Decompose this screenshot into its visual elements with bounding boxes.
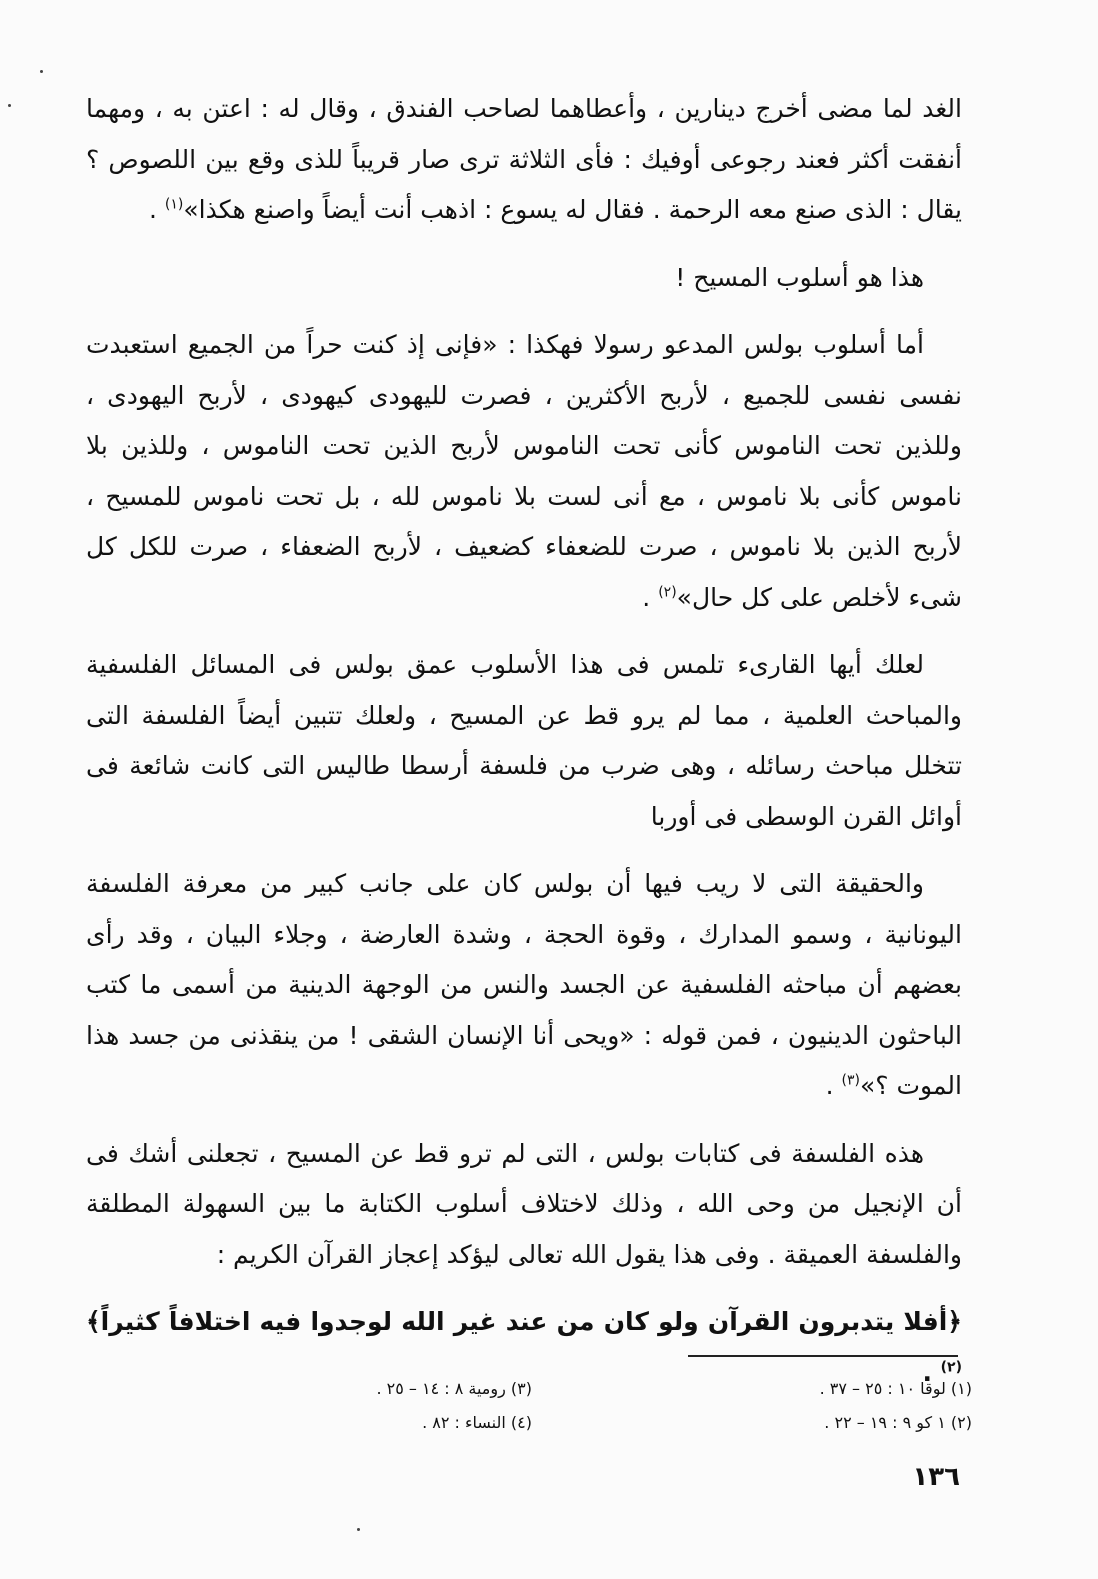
paragraph: هذا هو أسلوب المسيح ! xyxy=(675,262,924,292)
footnote: (٣) رومية ٨ : ١٤ – ٢٥ . xyxy=(376,1379,532,1398)
footnote-ref: (٢) xyxy=(658,584,677,601)
footnote: (٤) النساء : ٨٢ . xyxy=(422,1413,532,1432)
footnote: (١) لوقا ١٠ : ٢٥ – ٣٧ . xyxy=(819,1379,972,1398)
footnote-ref: (١) xyxy=(164,196,184,213)
paragraph: أما أسلوب بولس المدعو رسولا فهكذا : «فإنى إذ كنت حراً من الجميع استعبدت نفسى نفسى للجميع ، لأربح الأكثرين ، فصرت لليهودى كيهودى ، لأربح اليهودى ، وللذين تحت الناموس كأنى تحت الناموس لأربح الذين تحت الناموس ، وللذين بلا ناموس كأنى بلا ناموس ، مع أنى لست بلا ناموس لله ، بل تحت ناموس للمسيح ، لأربح الذين بلا ناموس ، صرت للضعفاء كضعيف ، لأربح الضعفاء ، صرت للكل كل شىء لأخلص على كل حال»$^{(٢)}$ . xyxy=(86,330,962,612)
footnote: (٢) ١ كو ٩ : ١٩ – ٢٢ . xyxy=(824,1413,972,1432)
footnote-column-left xyxy=(212,1372,532,1440)
paragraph: هذه الفلسفة فى كتابات بولس ، التى لم ترو قط عن المسيح ، تجعلنى أشك فى أن الإنجيل من وحى الله ، وذلك لاختلاف أسلوب الكتابة ما بين السهولة المطلقة والفلسفة العميقة . وفى هذا يقول الله تعالى ليؤكد إعجاز القرآن الكريم : xyxy=(86,1138,962,1269)
footnote-ref: (٢) xyxy=(940,1359,962,1376)
paragraph: الغد لما مضى أخرج دينارين ، وأعطاهما لصاحب الفندق ، وقال له : اعتن به ، ومهما أنفقت أكثر فعند رجوعى أوفيك : فأى الثلاثة ترى صار قريباً للذى وقع بين اللصوص ؟ يقال : الذى صنع معه الرحمة . فقال له يسوع : اذهب أنت أيضاً واصنع هكذا»$^{(١)}$ . xyxy=(86,94,962,224)
scan-speck xyxy=(357,1528,360,1531)
quran-verse: ﴿أفلا يتدبرون القرآن ولو كان من عند غير الله لوجدوا فيه اختلافاً كثيراً﴾$^{(٢)}$ . xyxy=(86,1307,962,1387)
body-text xyxy=(86,84,962,1415)
footnote-divider xyxy=(688,1355,958,1357)
paragraph: والحقيقة التى لا ريب فيها أن بولس كان على جانب كبير من معرفة الفلسفة اليونانية ، وسمو المدارك ، وقوة الحجة ، وشدة العارضة ، وجلاء البيان ، وقد رأى بعضهم أن مباحثه الفلسفية عن الجسد والنس من الوجهة الدينية من أسمى ما كتب الباحثون الدينيون ، فمن قوله : «ويحى أنا الإنسان الشقى ! من ينقذنى من جسد هذا الموت ؟»$^{(٣)}$ . xyxy=(86,869,962,1100)
footnote-column-right xyxy=(652,1372,972,1440)
page-number: ١٣٦ xyxy=(912,1462,960,1492)
scan-speck xyxy=(8,104,11,107)
paragraph: لعلك أيها القارىء تلمس فى هذا الأسلوب عمق بولس فى المسائل الفلسفية والمباحث العلمية ، مما لم يرو قط عن المسيح ، ولعلك تتبين أيضاً الفلسفة التى تتخلل مباحث رسائله ، وهى ضرب من فلسفة أرسطا طاليس التى كانت شائعة فى أوائل القرن الوسطى فى أوربا xyxy=(86,650,962,831)
footnote-ref: (٣) xyxy=(841,1072,861,1089)
scan-speck xyxy=(40,70,43,73)
